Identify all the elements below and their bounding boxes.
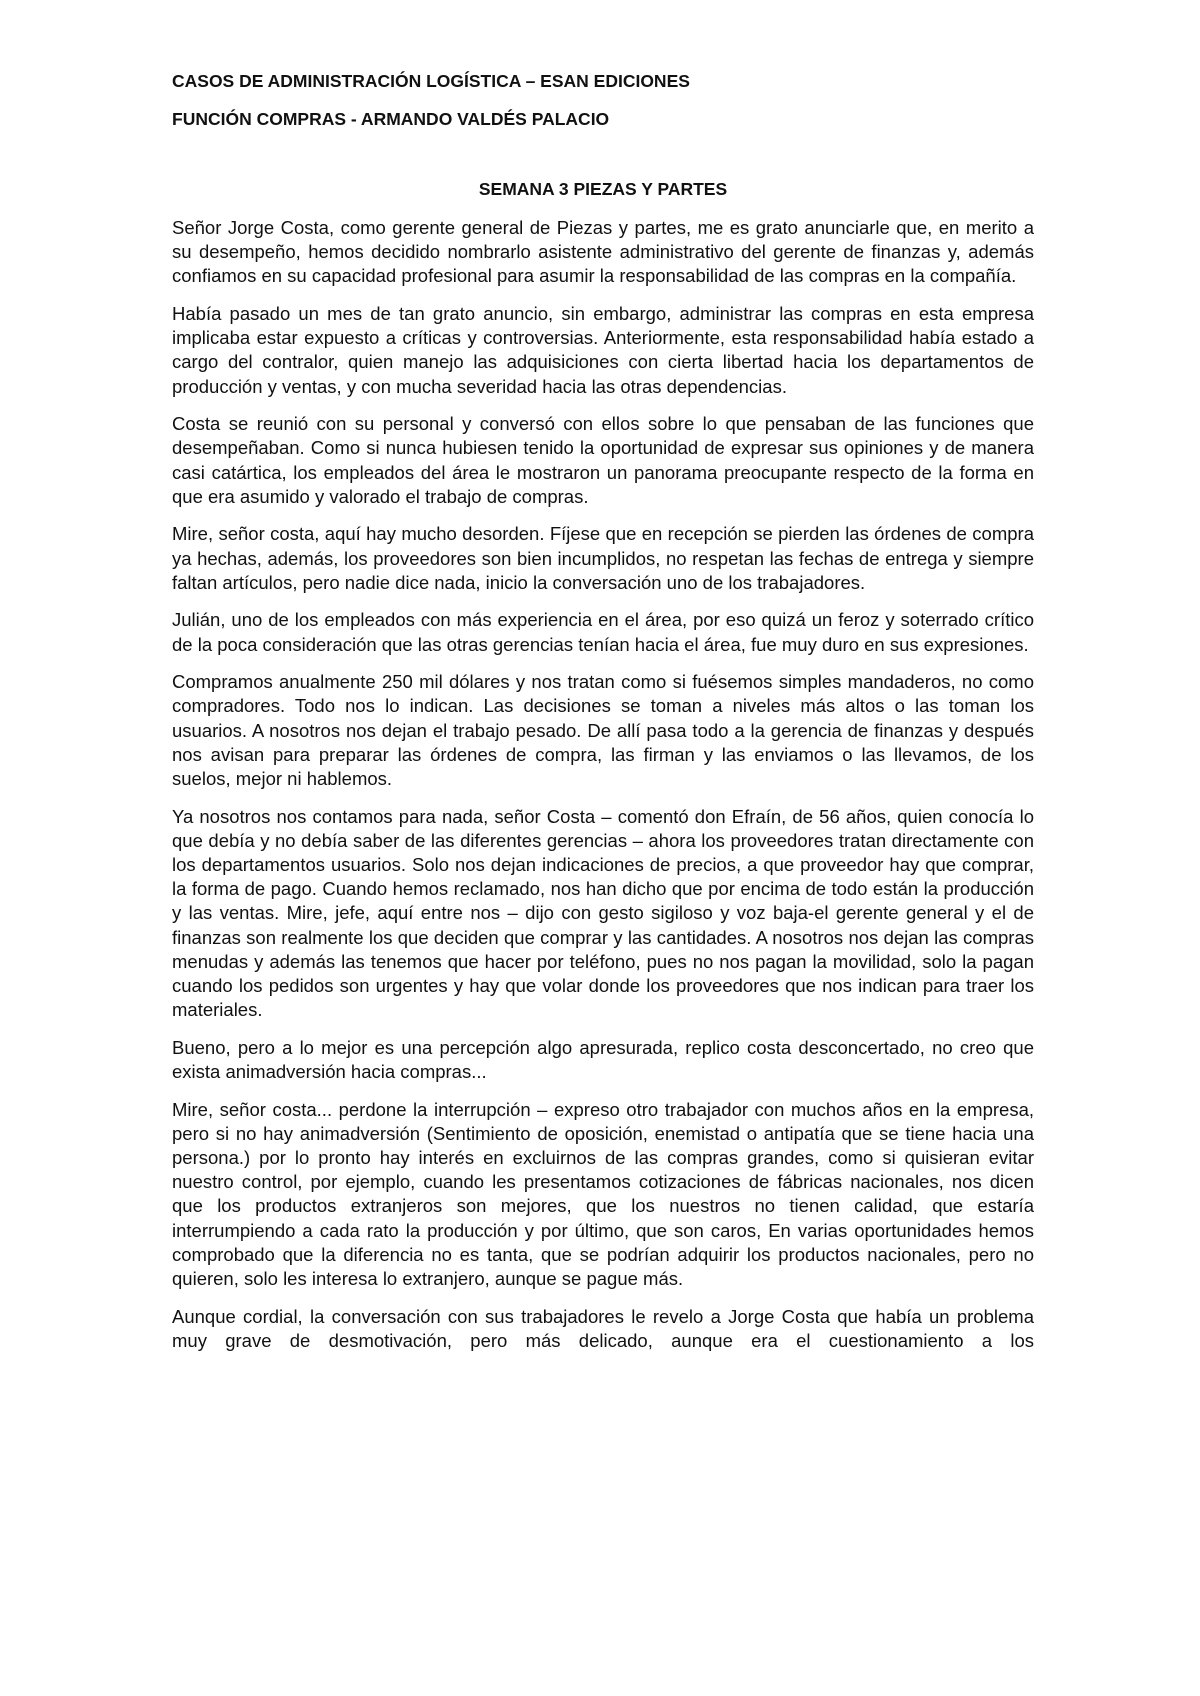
header-line-2: FUNCIÓN COMPRAS - ARMANDO VALDÉS PALACIO bbox=[172, 109, 610, 129]
document-body bbox=[172, 70, 1034, 1366]
paragraph: Bueno, pero a lo mejor es una percepción algo apresurada, replico costa desconcertado, no creo que exista animadversión hacia compras... bbox=[172, 1036, 1034, 1083]
paragraph: Mire, señor costa... perdone la interrupción – expreso otro trabajador con muchos años en la empresa, pero si no hay animadversión (Sentimiento de oposición, enemistad o antipatía que se tiene hacia una persona.) por lo pronto hay interés en excluirnos de las compras grandes, como si quisieran evitar nuestro control, por ejemplo, cuando les presentamos cotizaciones de fábricas nacionales, nos dicen que los productos extranjeros son mejores, que los nuestros no tienen calidad, que estaría interrumpiendo a cada rato la producción y por último, que son caros, En varias oportunidades hemos comprobado que la diferencia no es tanta, que se podrían adquirir los productos nacionales, pero no quieren, solo les interesa lo extranjero, aunque se pague más. bbox=[172, 1098, 1034, 1290]
paragraph: Mire, señor costa, aquí hay mucho desorden. Fíjese que en recepción se pierden las órdenes de compra ya hechas, además, los proveedores son bien incumplidos, no respetan las fechas de entrega y siempre faltan artículos, pero nadie dice nada, inicio la conversación uno de los trabajadores. bbox=[172, 523, 1034, 593]
paragraph: Ya nosotros nos contamos para nada, señor Costa – comentó don Efraín, de 56 años, quien conocía lo que debía y no debía saber de las diferentes gerencias – ahora los proveedores tratan directamente con los departamentos usuarios. Solo nos dejan indicaciones de precios, a que proveedor hay que comprar, la forma de pago. Cuando hemos reclamado, nos han dicho que por encima de todo están la producción y las ventas. Mire, jefe, aquí entre nos – dijo con gesto sigiloso y voz baja-el gerente general y el de finanzas son realmente los que deciden que comprar y las cantidades. A nosotros nos dejan las compras menudas y además las tenemos que hacer por teléfono, pues no nos pagan la movilidad, solo la pagan cuando los pedidos son urgentes y hay que volar donde los proveedores que nos indican para traer los materiales. bbox=[172, 805, 1034, 1021]
section-title: SEMANA 3 PIEZAS Y PARTES bbox=[478, 179, 728, 199]
paragraph: Julián, uno de los empleados con más experiencia en el área, por eso quizá un feroz y soterrado crítico de la poca consideración que las otras gerencias tenían hacia el área, fue muy duro en sus expresiones. bbox=[172, 609, 1034, 655]
paragraph: Había pasado un mes de tan grato anuncio, sin embargo, administrar las compras en esta empresa implicaba estar expuesto a críticas y controversias. Anteriormente, esta responsabilidad había estado a cargo del contralor, quien manejo las adquisiciones con cierta libertad hacia los departamentos de producción y ventas, y con mucha severidad hacia las otras dependencias. bbox=[172, 303, 1034, 397]
paragraph: Aunque cordial, la conversación con sus trabajadores le revelo a Jorge Costa que había un problema muy grave de desmotivación, pero más delicado, aunque era el cuestionamiento a los bbox=[172, 1305, 1034, 1351]
header-line-1: CASOS DE ADMINISTRACIÓN LOGÍSTICA – ESAN EDICIONES bbox=[172, 71, 690, 91]
paragraph: Señor Jorge Costa, como gerente general de Piezas y partes, me es grato anunciarle que, en merito a su desempeño, hemos decidido nombrarlo asistente administrativo del gerente de finanzas y, además confiamos en su capacidad profesional para asumir la responsabilidad de las compras en la compañía. bbox=[172, 217, 1034, 287]
paragraph: Compramos anualmente 250 mil dólares y nos tratan como si fuésemos simples mandaderos, no como compradores. Todo nos lo indican. Las decisiones se toman a niveles más altos o las toman los usuarios. A nosotros nos dejan el trabajo pesado. De allí pasa todo a la gerencia de finanzas y después nos avisan para preparar las órdenes de compra, las firman y las enviamos o las llevamos, de los suelos, mejor ni hablemos. bbox=[172, 671, 1034, 790]
paragraph: Costa se reunió con su personal y conversó con ellos sobre lo que pensaban de las funciones que desempeñaban. Como si nunca hubiesen tenido la oportunidad de expresar sus opiniones y de manera casi catártica, los empleados del área le mostraron un panorama preocupante respecto de la forma en que era asumido y valorado el trabajo de compras. bbox=[172, 413, 1034, 507]
